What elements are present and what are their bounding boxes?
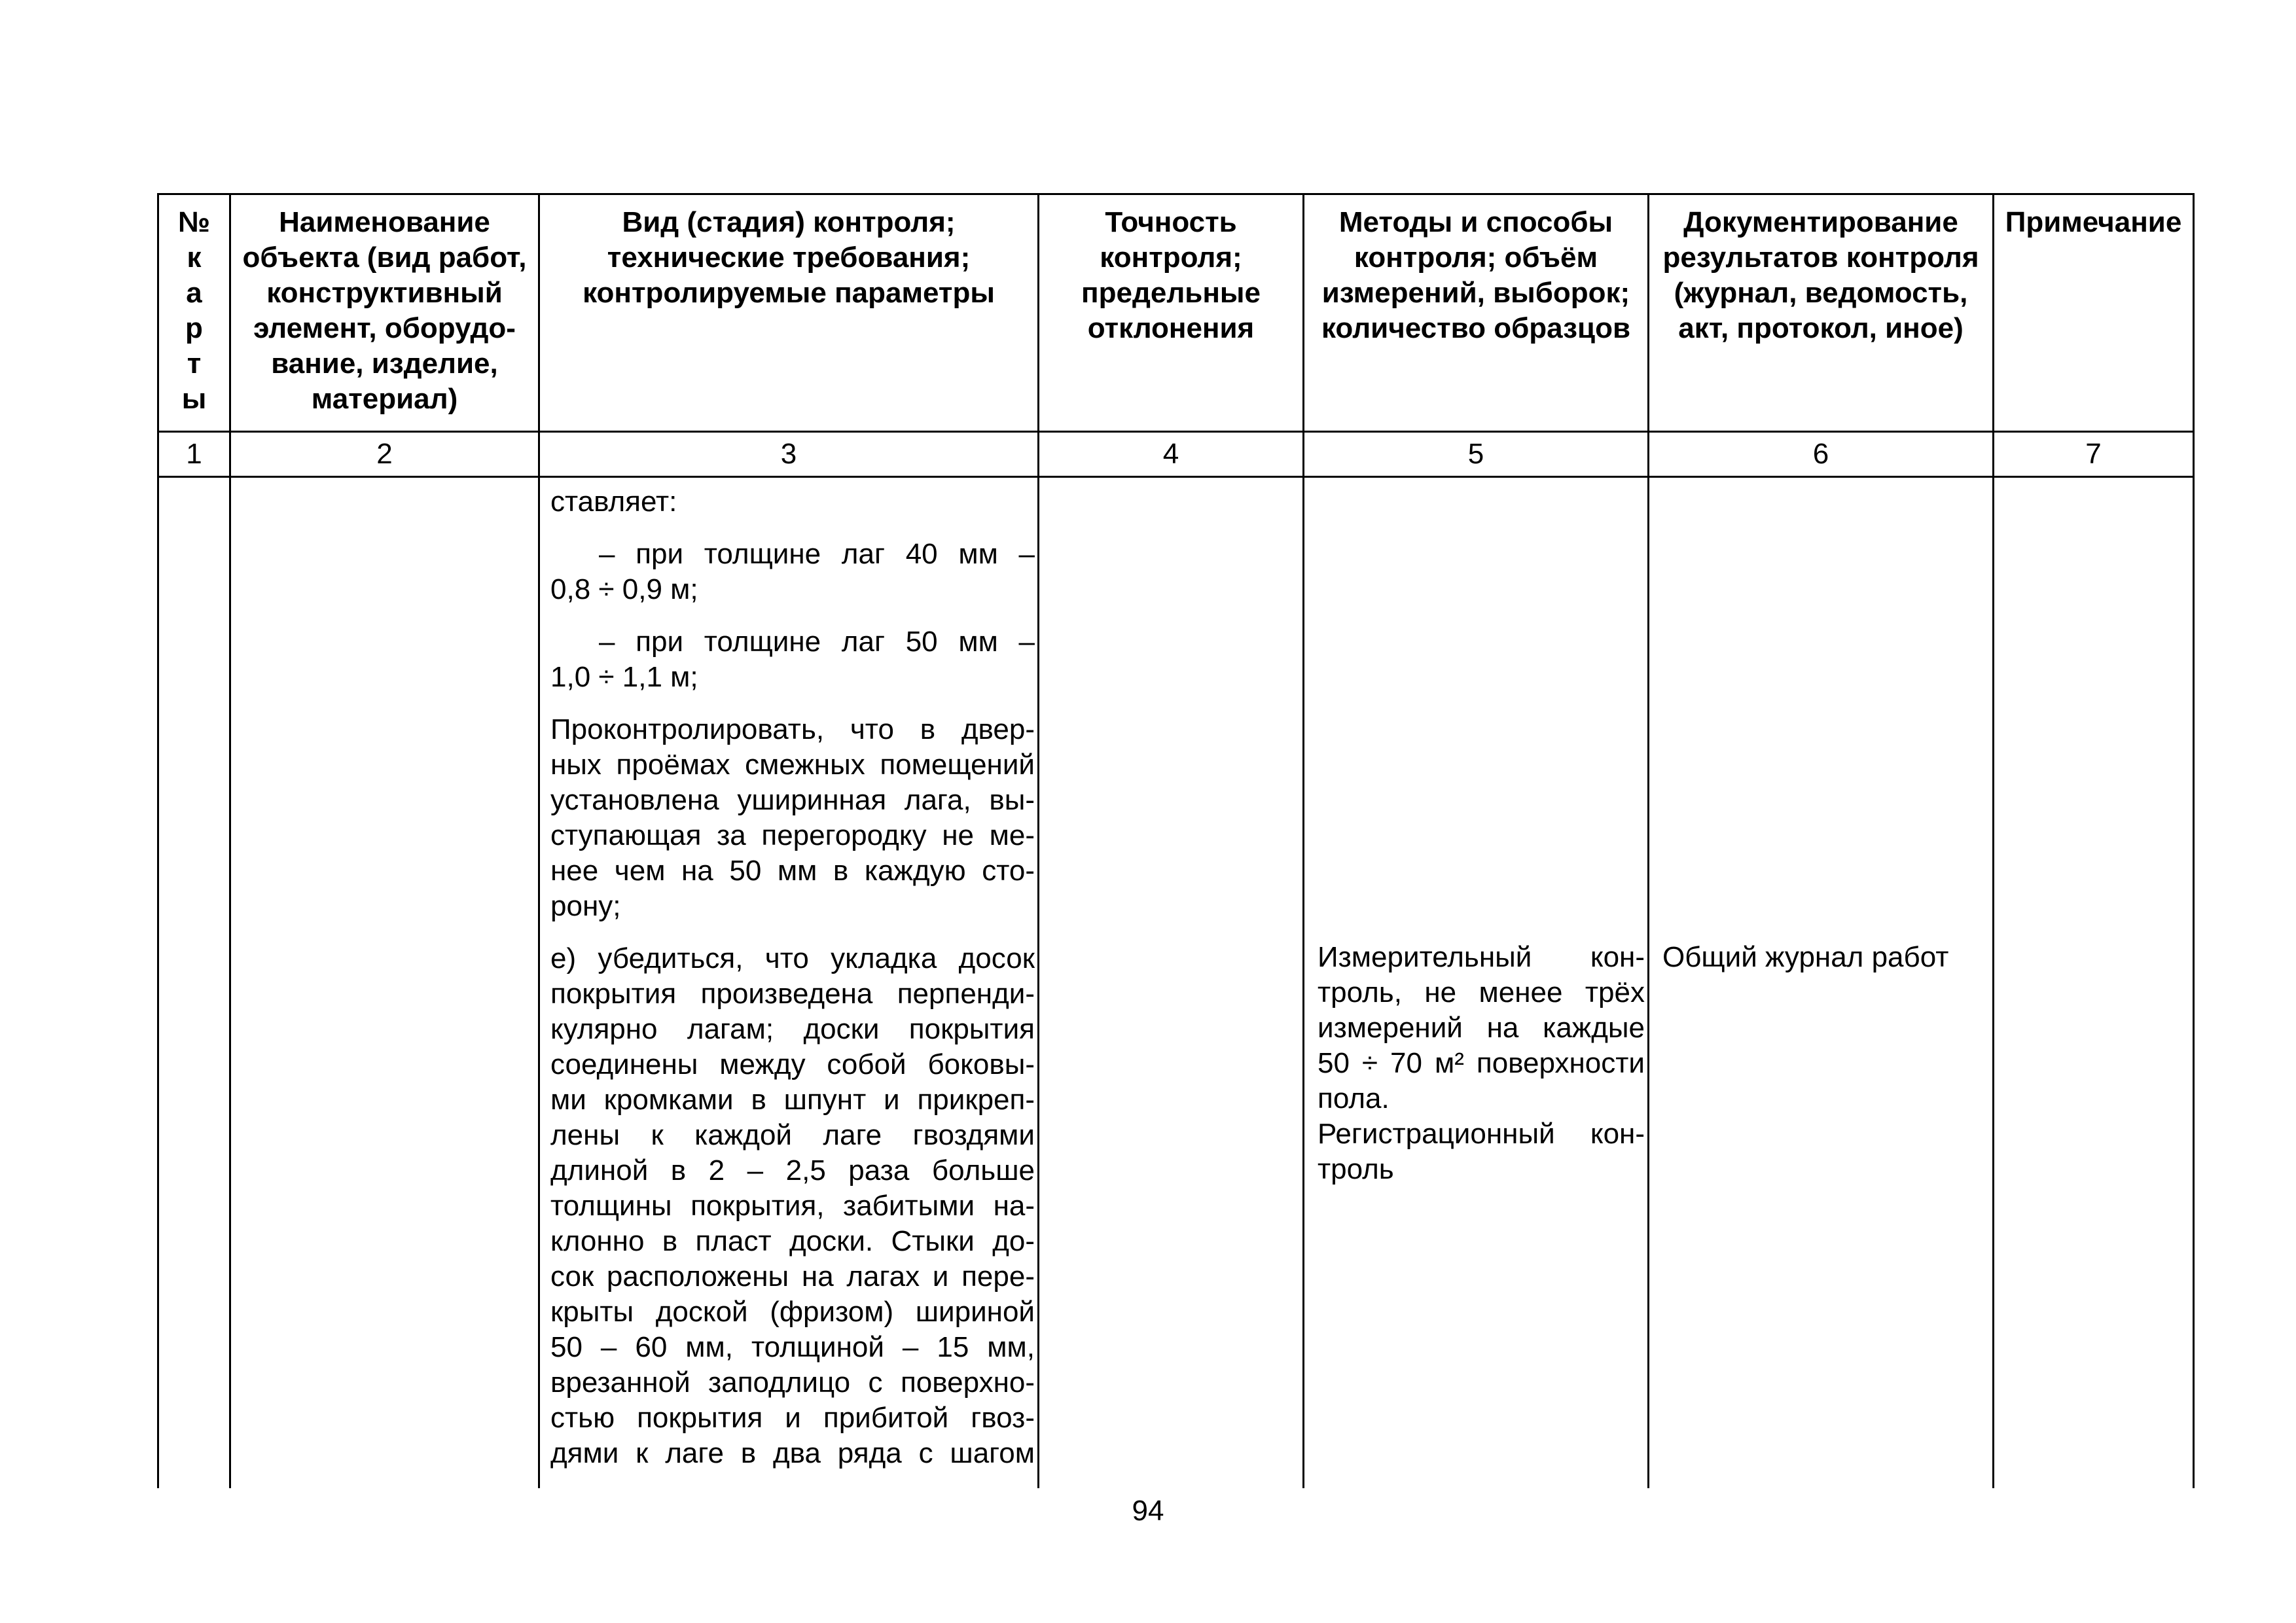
text-line: нее чем на 50 мм в каждую сто- [550, 855, 1035, 887]
cell-note [1994, 477, 2194, 1489]
cell-card-number [158, 477, 230, 1489]
header-col1-letter: а [186, 277, 202, 309]
page-number: 94 [1132, 1495, 1164, 1527]
text-line: клонно в пласт доски. Стыки до- [550, 1225, 1035, 1257]
text-line: 50 ÷ 70 м² поверхности [1318, 1047, 1645, 1079]
column-number: 5 [1304, 432, 1649, 477]
header-col1-letter: т [187, 348, 202, 380]
text-line: крыты доской (фризом) шириной [550, 1296, 1035, 1328]
text-line: 50 – 60 мм, толщиной – 15 мм, [550, 1331, 1035, 1363]
text-line: кулярно лагам; доски покрытия [550, 1013, 1035, 1045]
header-row [158, 194, 2194, 432]
requirements-text [540, 478, 1037, 1471]
text-line: 1,0 ÷ 1,1 м; [550, 661, 698, 693]
text-line: измерений на каждые [1318, 1012, 1645, 1044]
text-line: ставляет: [550, 486, 677, 518]
text-line: сок расположены на лагах и пере- [550, 1260, 1035, 1293]
cell-control-requirements [539, 477, 1039, 1489]
list-item [550, 624, 1035, 695]
cell-accuracy [1039, 477, 1304, 1489]
text-line: установлена уширинная лага, вы- [550, 784, 1035, 816]
text-line: длиной в 2 – 2,5 раза больше [550, 1154, 1035, 1186]
text-line: лены к каждой лаге гвоздями [550, 1119, 1035, 1151]
text-line: рону; [550, 890, 621, 922]
header-col-documentation: Документирование результатов контроля (журнал, ведомость, акт, протокол, иное) [1649, 194, 1994, 432]
header-col-card-number [158, 194, 230, 432]
column-number: 7 [1994, 432, 2194, 477]
table-row [158, 477, 2194, 1489]
text-line: стью покрытия и прибитой гвоз- [550, 1402, 1035, 1434]
text-line: покрытия произведена перпенди- [550, 978, 1035, 1010]
column-number: 4 [1039, 432, 1304, 477]
documentation-text: Общий журнал работ [1662, 941, 1949, 973]
header-col1-letter: р [185, 312, 203, 344]
text-line: – при толщине лаг 50 мм – [599, 626, 1035, 658]
text-line: ступающая за перегородку не ме- [550, 819, 1035, 851]
text-line: Регистрационный кон- [1318, 1118, 1645, 1150]
text-line: дями к лаге в два ряда с шагом [550, 1437, 1035, 1469]
paragraph [550, 484, 1035, 520]
header-col1-letter: ы [181, 383, 207, 415]
cell-documentation [1649, 477, 1994, 1489]
control-table [157, 193, 2195, 1488]
column-number: 6 [1649, 432, 1994, 477]
paragraph [550, 941, 1035, 1471]
text-line: – при толщине лаг 40 мм – [599, 538, 1035, 570]
text-line: Проконтролировать, что в двер- [550, 713, 1035, 745]
header-col-control-type: Вид (стадия) контроля; технические требования; контролируемые параметры [539, 194, 1039, 432]
header-col1-letter: к [187, 241, 202, 274]
text-line: соединены между собой боковы- [550, 1048, 1035, 1080]
text-line: троль, не менее трёх [1318, 976, 1645, 1008]
list-item [550, 537, 1035, 607]
text-line: 0,8 ÷ 0,9 м; [550, 573, 698, 605]
header-col-note: Примечание [1994, 194, 2194, 432]
cell-methods [1304, 477, 1649, 1489]
text-line: троль [1318, 1153, 1394, 1185]
text-line: Измерительный кон- [1318, 941, 1645, 973]
text-line: пола. [1318, 1082, 1390, 1115]
paragraph [550, 712, 1035, 924]
column-number: 1 [158, 432, 230, 477]
column-number-row [158, 432, 2194, 477]
text-line: ных проёмах смежных помещений [550, 749, 1035, 781]
text-line: врезанной заподлицо с поверхно- [550, 1366, 1035, 1399]
cell-object-name [230, 477, 539, 1489]
header-col-methods: Методы и способы контроля; объём измерений, выборок; количество образцов [1304, 194, 1649, 432]
column-number: 2 [230, 432, 539, 477]
header-col1-letter: № [177, 206, 211, 238]
methods-text [1304, 940, 1647, 1187]
text-line: ми кромками в шпунт и прикреп- [550, 1084, 1035, 1116]
header-col-object-name: Наименование объекта (вид работ, конструктивный элемент, оборудо-вание, изделие, материал) [230, 194, 539, 432]
column-number: 3 [539, 432, 1039, 477]
text-line: е) убедиться, что укладка досок [550, 942, 1035, 974]
header-col-accuracy: Точность контроля; предельные отклонения [1039, 194, 1304, 432]
text-line: толщины покрытия, забитыми на- [550, 1190, 1035, 1222]
